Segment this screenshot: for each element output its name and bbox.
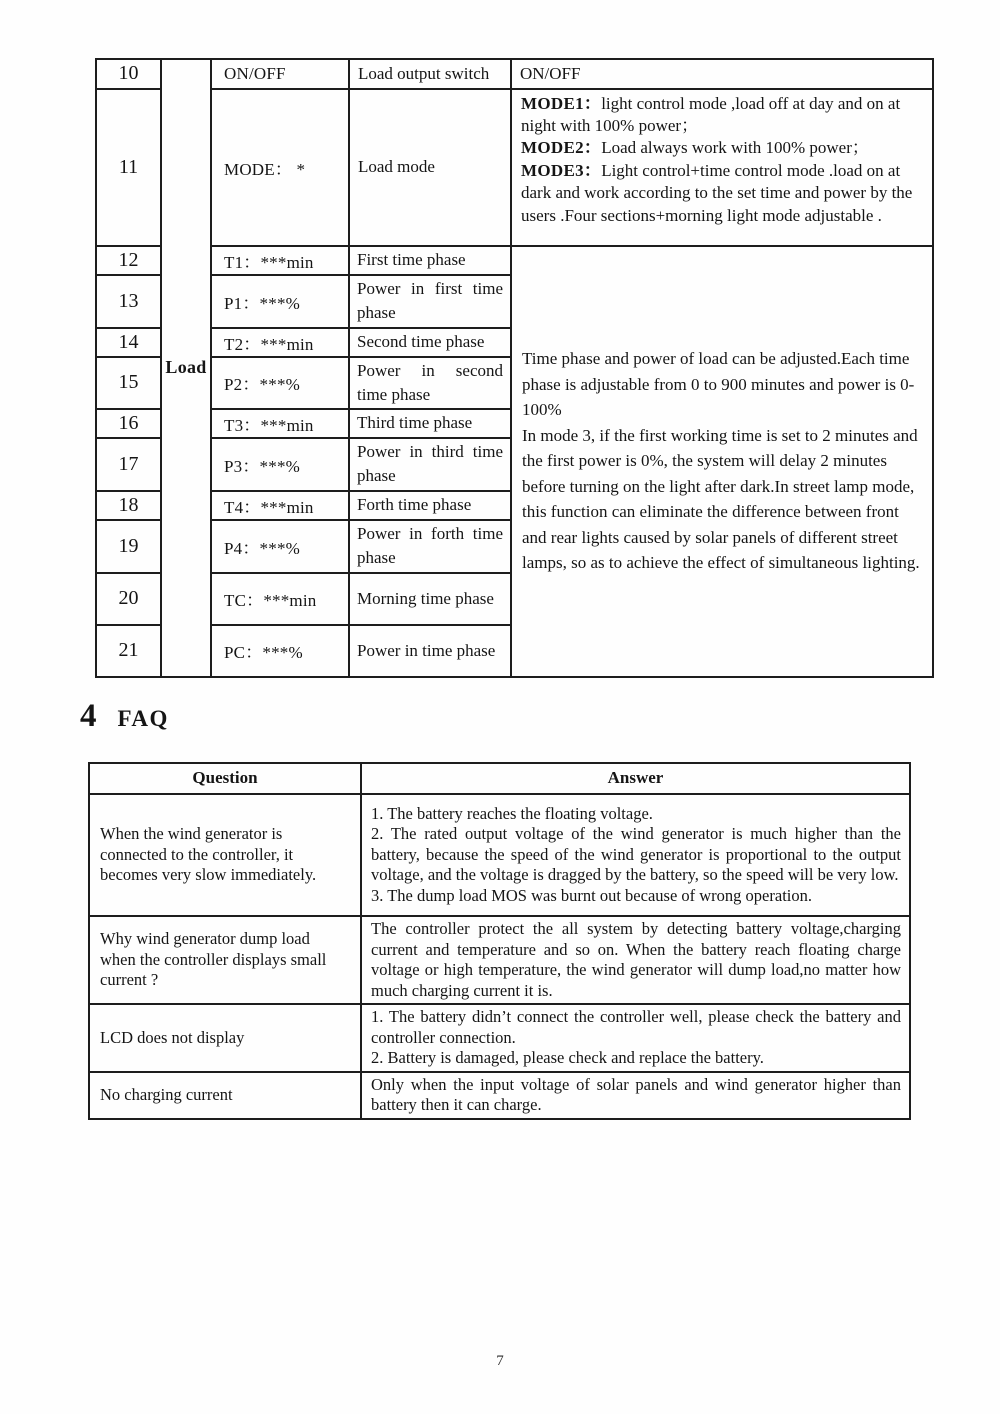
faq-table: [88, 762, 911, 1120]
mode3-line: MODE3：Light control+time control mode .load on at dark and work according to the set time and power by the users .Four sections+morning light mode adjustable .: [521, 160, 913, 225]
answer-cell: [361, 1072, 910, 1119]
faq-row: [89, 1004, 910, 1072]
row-number: 12: [96, 246, 161, 275]
phase-paragraph: Time phase and power of load can be adjusted.Each time phase is adjustable from 0 to 900 minutes and power is 0-100%: [522, 349, 915, 420]
row-number: 18: [96, 491, 161, 520]
table-row: [96, 59, 933, 89]
row-number: 14: [96, 328, 161, 357]
desc-cell: Power in second time phase: [349, 357, 511, 409]
desc-cell: First time phase: [349, 246, 511, 275]
answer-item: Only when the input voltage of solar panels and wind generator higher than battery then it can charge.: [371, 1074, 901, 1114]
desc-cell: Forth time phase: [349, 491, 511, 520]
desc-cell: Morning time phase: [349, 573, 511, 625]
param-cell: T3：***min: [211, 409, 349, 438]
mode1-label: MODE1：: [521, 93, 602, 113]
question-cell: No charging current: [89, 1072, 361, 1119]
param-cell: TC：***min: [211, 573, 349, 625]
detail-cell: ON/OFF: [511, 59, 933, 89]
question-cell: LCD does not display: [89, 1004, 361, 1072]
param-cell: P2：***%: [211, 357, 349, 409]
mode2-label: MODE2：: [521, 138, 602, 158]
param-cell: T2：***min: [211, 328, 349, 357]
question-cell: When the wind generator is connected to the controller, it becomes very slow immediately.: [89, 794, 361, 916]
question-header: Question: [89, 763, 361, 794]
answer-item: 3. The dump load MOS was burnt out because of wrong operation.: [371, 885, 812, 905]
faq-header-row: [89, 763, 910, 794]
row-number: 19: [96, 520, 161, 573]
mode1-line: MODE1：light control mode ,load off at day and on at night with 100% power；: [521, 93, 901, 135]
row-number: 11: [96, 89, 161, 246]
param-cell: P1：***%: [211, 275, 349, 328]
desc-cell: Power in forth time phase: [349, 520, 511, 573]
param-cell: P3：***%: [211, 438, 349, 491]
row-number: 15: [96, 357, 161, 409]
param-cell: MODE： *: [211, 89, 349, 246]
param-cell: T4：***min: [211, 491, 349, 520]
desc-cell: Load mode: [349, 89, 511, 246]
answer-item: 1. The battery didn’t connect the controller well, please check the battery and controller connection.: [371, 1007, 901, 1047]
answer-cell: [361, 916, 910, 1004]
desc-cell: Power in first time phase: [349, 275, 511, 328]
mode3-label: MODE3：: [521, 160, 602, 180]
row-number: 16: [96, 409, 161, 438]
mode2-line: MODE2：Load always work with 100% power；: [521, 138, 869, 158]
row-number: 20: [96, 573, 161, 625]
param-cell: ON/OFF: [211, 59, 349, 89]
answer-header: Answer: [361, 763, 910, 794]
table-row: [96, 246, 933, 275]
faq-row: [89, 794, 910, 916]
answer-item: 1. The battery reaches the floating voltage.: [371, 803, 653, 823]
param-cell: P4：***%: [211, 520, 349, 573]
phase-detail-cell: [511, 246, 933, 677]
desc-cell: Third time phase: [349, 409, 511, 438]
answer-item: 2. Battery is damaged, please check and replace the battery.: [371, 1048, 764, 1067]
row-number: 21: [96, 625, 161, 677]
row-number: 13: [96, 275, 161, 328]
row-number: 17: [96, 438, 161, 491]
page-number: 7: [496, 1353, 504, 1369]
param-cell: PC：***%: [211, 625, 349, 677]
desc-cell: Load output switch: [349, 59, 511, 89]
answer-item: The controller protect the all system by detecting battery voltage,charging current and temperature and so on. When the battery reach floating charge voltage or high temperature, the wind generator will dump load,no matter how much charging current it is.: [371, 919, 901, 1000]
phase-paragraph: In mode 3, if the first working time is set to 2 minutes and the first power is 0%, the system will delay 2 minutes before turning on the light after dark.In street lamp mode, this function can eliminate the difference between front and rear lights caused by solar panels of different street lamps, so as to achieve the effect of simultaneous lighting.: [522, 425, 920, 573]
param-cell: T1：***min: [211, 246, 349, 275]
section-title: FAQ: [117, 706, 169, 731]
table-row: [96, 89, 933, 246]
settings-table: [95, 58, 934, 678]
section-number: 4: [80, 698, 97, 734]
mode-detail-cell: [511, 89, 933, 246]
answer-cell: [361, 794, 910, 916]
desc-cell: Power in third time phase: [349, 438, 511, 491]
row-number: 10: [96, 59, 161, 89]
faq-row: [89, 1072, 910, 1119]
desc-cell: Second time phase: [349, 328, 511, 357]
answer-cell: [361, 1004, 910, 1072]
desc-cell: Power in time phase: [349, 625, 511, 677]
answer-item: 2. The rated output voltage of the wind generator is much higher than the battery, because the speed of the wind generator is proportional to the output voltage, and the voltage is dragged by the battery, so the speed will be very low.: [371, 824, 901, 885]
section-heading: [80, 698, 169, 735]
load-group-label: Load: [161, 59, 211, 677]
question-cell: Why wind generator dump load when the controller displays small current ?: [89, 916, 361, 1004]
faq-row: [89, 916, 910, 1004]
